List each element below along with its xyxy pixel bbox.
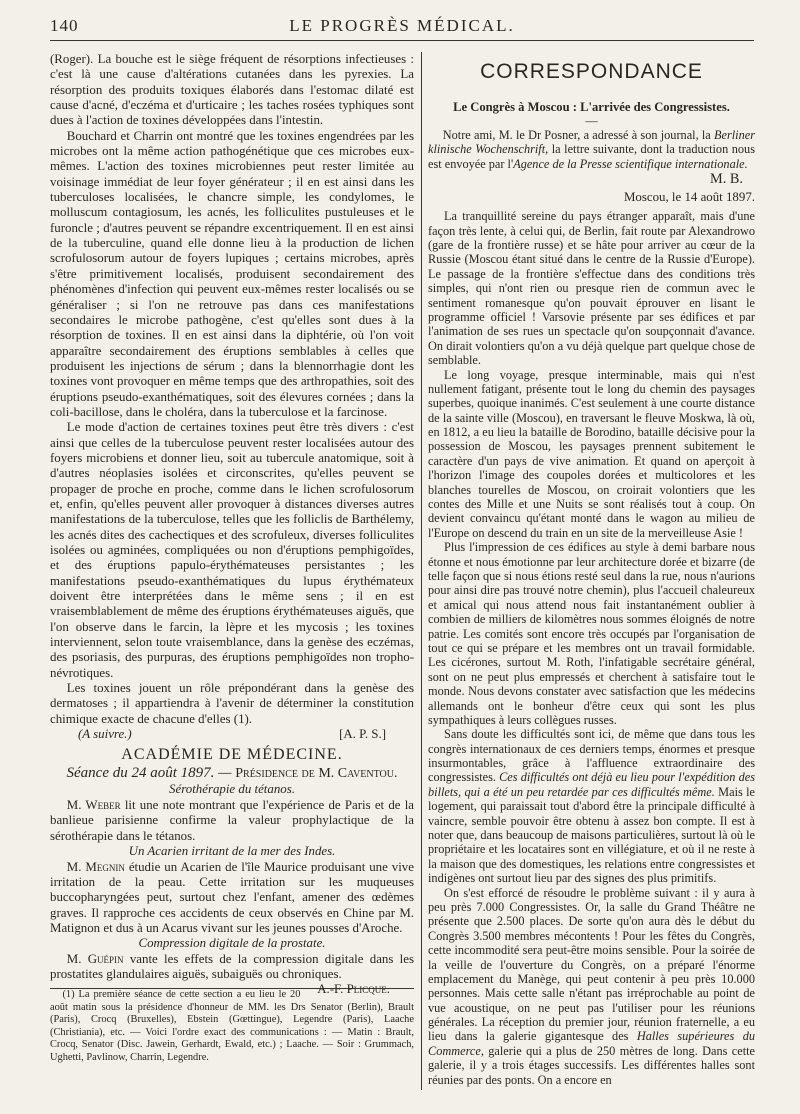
agency-name: Agence de la Presse scientifique internationale. [513,156,748,171]
correspondance-subtitle: Le Congrès à Moscou : L'arrivée des Congressistes. [453,100,730,114]
subsection-heading: Un Acarien irritant de la mer des Indes. [128,844,336,858]
speaker-name: M. Weber [66,797,121,812]
to-be-continued [50,727,414,742]
academie-title: ACADÉMIE DE MÉDECINE. [121,746,343,764]
paragraph-text: Sans doute les difficultés sont ici, de même que dans tous les congrès internationaux de ces derniers temps, énormes et presque insurmontables, grâce à l'affluence extraordinaire des congressistes. [428,727,755,785]
intro-note [428,128,755,188]
header-rule [50,40,754,41]
academie-paragraph [50,860,414,937]
subsection-heading: Sérothérapie du tétanos. [169,782,295,797]
suivre-label: (A suivre.) [78,727,132,742]
paragraph-text: vante les effets de la compression digitale dans les prostatites glandulaires aiguës, subaiguës ou chroniques. [50,951,414,982]
left-paragraph: Les toxines jouent un rôle prépondérant dans la genèse des dermatoses ; il appartiendra à l'avenir de déterminer la constitution chimique exacte de chacune d'elles (1). [50,681,414,726]
paragraph-text: galerie qui a plus de 250 mètres de long. Dans cette galerie, il y a trois étages successifs. Les différentes halles sont réunies par des ponts. On a encore en [428,1043,756,1087]
letter-paragraph: La tranquillité sereine du pays étranger apparaît, mais d'une façon très lente, à celui qui, de Berlin, fait route par Alexandrowo (gare de la frontière russe) et se hâte pour arriver au cœur de la Russie (Moscou étant situé dans le centre de la Russie d'Europe). Le passage de la frontière s'effectue dans des conditions très simples, qui n'ont rien ou presque rien de commun avec le sentiment romanesque qu'on pouvait éprouver en lisant le programme officiel ! Varsovie présente par ses édifices et par l'animation de ses rues un spectacle qu'on soupçonnait d'avance. On dirait volontiers qu'on a vu déjà quelque part quelque chose de semblable. [428,209,755,368]
speaker-name: M. Guépin [66,951,124,966]
journal-name: Berliner klinische Wochenschrift, [428,128,755,157]
column-divider [421,52,422,1090]
subsection-heading: Compression digitale de la prostate. [138,936,326,951]
left-paragraph: Bouchard et Charrin ont montré que les toxines engendrées par les microbes ont la même action pathogénétique que ces microbes eux-mêmes. L'action des toxines microbiennes peut rester limitée au voisinage immédiat de leur foyer générateur ; il en est ainsi dans les tuberculoses localisées, le chancre simple, les condylomes, le molluscum contagiosum, les acnés, les folliculites pustuleuses et le furoncle ; d'autres peuvent se répandre excentriquement. Il en est ainsi de la tuberculine, quand elle donne lieu à la production de lichen scrofulosorum autour de foyers lupiques ; certains microbes, après s'être primitivement localisés, produisent secondairement des phénomènes d'infection qui peuvent eux-mêmes rester localisés ou se généraliser ; si l'on ne retrouve pas dans ces manifestations secondaires le microbe pathogène, c'est qu'elles sont dues à la résorption de toxines. Il en est ainsi dans la diphtérie, où l'on voit apparaître secondairement des éruptions semblables à celles que produisent les injections de sérum ; dans la blennorrhagie dont les toxines vont provoquer en même temps que des arthropathies, soit des éruptions pseudo-exanthématiques, soit des élevures cornées ; dans la coli-bacillose, dans le choléra, dans la tuberculose et la farcinose. [50,128,414,419]
letter-paragraph [428,727,755,885]
speaker-name: M. Megnin [66,859,125,874]
paragraph-text: Mais le logement, qui paraissait tout d'abord être la principale difficulté à vaincre, semble pouvoir être obtenu à assez bon compte. Il est à noter que, dans beaucoup de maisons particulières, surtout là où le propriétaire et les locataires sont en villégiature, et où il ne reste à la maison que des domestiques, les relations entre congressistes et indigènes ont surtout lieu par des signes des plus primitifs. [428,784,756,886]
paragraph-text: lit une note montrant que l'expérience de Paris et de la banlieue parisienne confirme la valeur prophylactique de la sérothérapie dans le tétanos. [50,797,415,843]
intro-signature: M. B. [710,171,743,188]
seance-presidence: Présidence de M. Caventou. [235,766,398,782]
left-paragraph: Le mode d'action de certaines toxines peut être très divers : c'est ainsi que celles de la tuberculose peuvent rester localisées autour des foyers microbiens et donner lieu, soit au tubercule anatomique, soit à d'autres néoplasies isolées et circonscrites, qu'elles peuvent se propager de proche en proche, comme dans le lichen scrofulosorum et, enfin, qu'elles peuvent aller provoquer à distances diverses autres manifestations de la tuberculose, telles que les folliclis de Barthélemy, les acnés dites des cachectiques et des scrofuleux, diverses folliculites isolées ou agminées, compliquées ou non d'éruptions pemphigoïdes, et des éruptions papulo-érythémateuses persistantes ; les manifestations pseudo-exanthématiques du lupus érythémateux doivent être interprétées dans le même sens ; il en est vraisemblablement de même des éruptions érythémateuses aiguës, que l'on observe dans le farcin, la lèpre et les mycosis ; les toxines interviennent, selon toute vraisemblance, dans la genèse des eczémas, des psoriasis, des purpuras, des éruptions pemphigoïdes non tropho-névrotiques. [50,420,414,680]
article-signature: [A. P. S.] [339,727,386,742]
paragraph-text: étudie un Acarien de l'île Maurice produisant une vive irritation de la peau. Cette irritation sur les muqueuses buccopharyngées peut, surtout chez l'enfant, amener des œdèmes graves. Il rapproche ces accidents de ceux observés en Chine par M. Matignon et dus à un Acarus vivant sur les jeunes pousses d'Aroche. [50,859,414,935]
left-column [50,52,414,1064]
seance-line [50,765,414,782]
subtitle-dash: — [585,114,598,128]
correspondance-title: CORRESPONDANCE [480,60,703,83]
running-title: LE PROGRÈS MÉDICAL. [289,16,515,35]
letter-paragraph [428,886,755,1087]
academie-paragraph [50,798,414,844]
page-number: 140 [50,16,79,35]
intro-text: la lettre suivante, dont la traduction nous est envoyée par l' [428,142,755,171]
right-column [428,58,755,1087]
letter-paragraph: Plus l'impression de ces édifices au style à demi barbare nous étonne et nous émotionne par leur architecture dorée et bizarre (de telle façon que si nous étions resté seul dans la rue, nous n'aurions pour ainsi dire pas trouvé notre chemin), plus l'accueil chaleureux et amical qui nous attend nous fait instantanément oublier à combien de milliers de kilomètres nous sommes éloignés de notre patrie. Les comités sont encore très occupés par l'organisation de tout ce qui se prépare et les membres ont un travail formidable. Les cicérones, surtout M. Roth, l'infatigable secrétaire général, sont on ne peut plus empressés et cherchent à satisfaire tout le monde. Nous devons constater avec satisfaction que les médecins allemands ont le bonheur d'être ceux qui sont les plus sympathiques à leurs collègues russes. [428,540,755,727]
letter-paragraph: Le long voyage, presque interminable, mais qui n'est nullement fatigant, présente tout le long du chemin des paysages superbes, quoique inanimés. C'est seulement à une courte distance de la sainte ville (Moscou), en traversant le fleuve Moskwa, là où, en 1812, a eu lieu la bataille de Borodino, bataille décisive pour la possession de Moscou, les paysages prennent subitement le caractère d'un pays de vive animation. Et quand on aperçoit à l'horizon l'image des coupoles dorées et multicolores et les blanches tourelles de Moscou, on croirait volontiers que les contes des Mille et une Nuits se sont réalisés tout à coup. On devient convaincu qu'étant monté dans le wagon au milieu de l'Europe on descend du train en un site de la merveilleuse Asie ! [428,367,755,540]
seance-date: Séance du 24 août 1897. — [66,765,232,782]
paragraph-text: On s'est efforcé de résoudre le problème suivant : il y aura à peu près 7.000 Congressistes. Or, la salle du Grand Théâtre ne présente que 2.500 places. De sorte qu'on aura dès le début du Congrès 3.500 membres mécontents ! Pour les fêtes du Congrès, cette incommodité sera peut-être moins sensible. Pour la soirée de la veille de l'ouverture du Congrès, on a préparé l'énorme emplacement du Manège, qui peut contenir à peu près 10.000 personnes. Mais cette salle n'étant pas irréprochable au point de vue acoustique, on ne peut pas l'utiliser pour les réunions générales. La réception du premier jour, réunion fraternelle, a eu lieu dans la galerie gigantesque des [428,885,755,1044]
left-paragraph: (Roger). La bouche est le siège fréquent de résorptions infectieuses : c'est là une cause d'altérations cutanées dans les pyrexies. La résorption des produits toxiques élaborés dans l'estomac dilaté est cause d'acné, d'eczéma et d'urticaire ; les taches rosées typhiques sont dues à l'action de toxines développées dans l'intestin. [50,52,414,128]
intro-paragraph [428,128,755,171]
footnote: (1) La première séance de cette section a eu lieu le 20 août matin sous la présidence d'honneur de MM. les Drs Senator (Berlin), Brault (Paris), Crocq (Bruxelles), Ebstein (Gœttingue), Legendre (Paris), Laache (Christiania), etc. — Voici l'ordre exact des communications : — Matin : Brault, Crocq, Senator (Disc. Jawein, Gerhardt, Ewald, etc.) ; Laache. — Soir : Grummach, Ughetti, Pavlinow, Charrin, Legendre. [50,989,414,1063]
letter-body [428,209,755,1087]
report-signature: A.-F. Plicque. [317,982,390,997]
page-header [50,16,754,38]
letter-dateline: Moscou, le 14 août 1897. [623,189,755,204]
paragraph-italic: Ces difficultés ont déjà eu lieu pour l'expédition des billets, qui a été un peu retardée par ces difficultés même. [428,770,755,799]
paragraph-italic: Halles supérieures du Commerce, [428,1029,755,1058]
intro-text: Notre ami, M. le Dr Posner, a adressé à son journal, la [442,128,711,142]
academie-paragraph [50,951,414,997]
